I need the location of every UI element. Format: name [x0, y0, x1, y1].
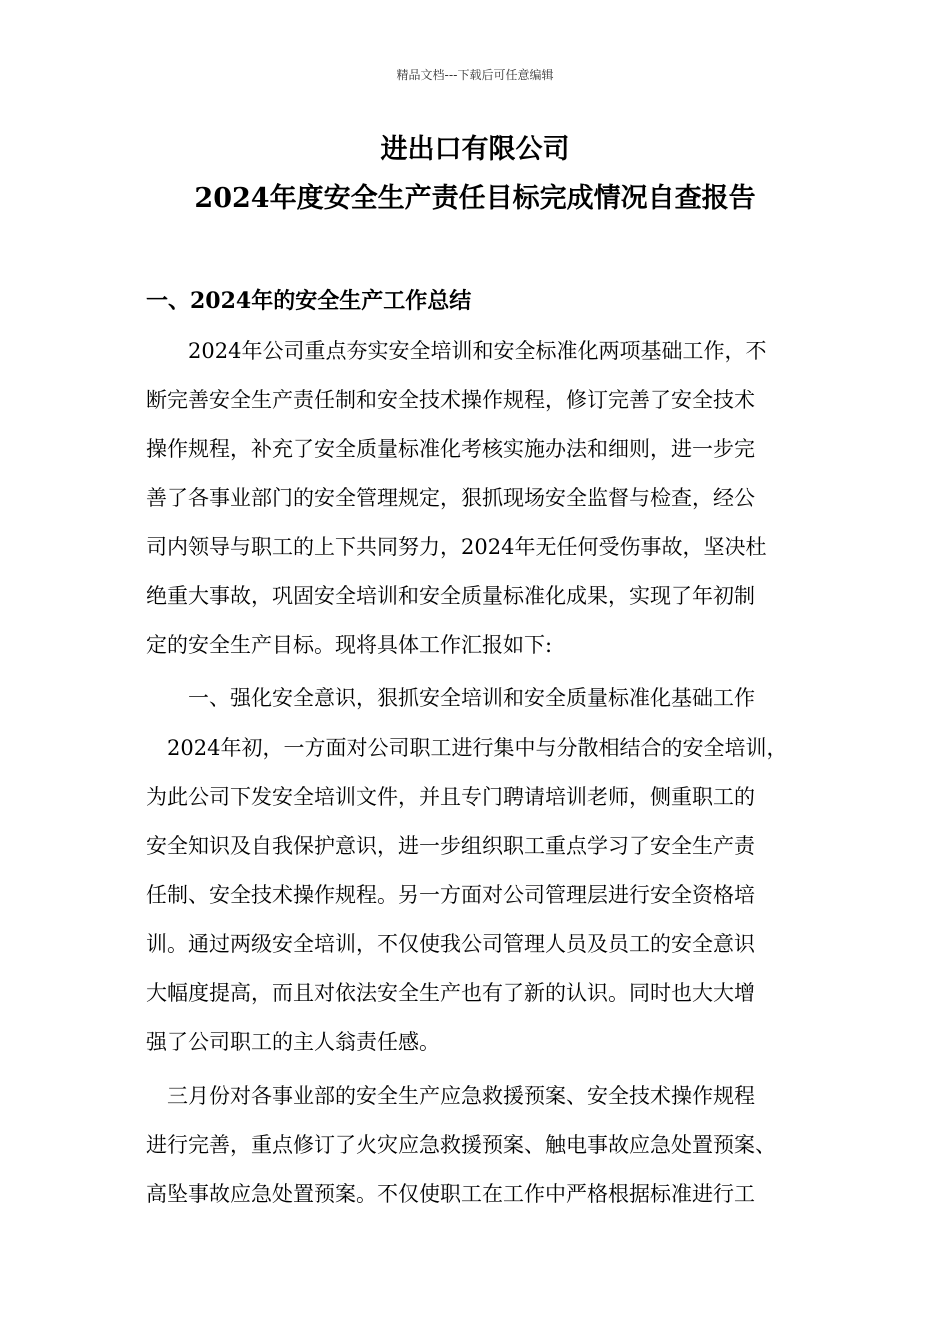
body-line: 任制、安全技术操作规程。另一方面对公司管理层进行安全资格培	[146, 883, 755, 907]
document-title-line2: 2024年度安全生产责任目标完成情况自查报告	[194, 183, 756, 214]
body-line: 为此公司下发安全培训文件，并且专门聘请培训老师，侧重职工的	[146, 785, 755, 809]
body-line: 善了各事业部门的安全管理规定，狠抓现场安全监督与检查，经公	[146, 486, 755, 510]
body-line: 大幅度提高，而且对依法安全生产也有了新的认识。同时也大大增	[146, 981, 755, 1005]
body-line: 操作规程，补充了安全质量标准化考核实施办法和细则，进一步完	[146, 437, 755, 461]
body-line: 司内领导与职工的上下共同努力，2024年无任何受伤事故，坚决杜	[146, 535, 767, 559]
subsection-heading: 一、强化安全意识，狠抓安全培训和安全质量标准化基础工作	[146, 686, 755, 710]
body-line: 三月份对各事业部的安全生产应急救援预案、安全技术操作规程	[146, 1084, 755, 1108]
body-line: 2024年初，一方面对公司职工进行集中与分散相结合的安全培训，	[146, 736, 788, 760]
body-line: 安全知识及自我保护意识，进一步组织职工重点学习了安全生产责	[146, 834, 755, 858]
body-line: 训。通过两级安全培训，不仅使我公司管理人员及员工的安全意识	[146, 932, 755, 956]
body-line: 断完善安全生产责任制和安全技术操作规程，修订完善了安全技术	[146, 388, 755, 412]
section-heading: 一、2024年的安全生产工作总结	[146, 288, 472, 314]
body-line: 高坠事故应急处置预案。不仅使职工在工作中严格根据标准进行工	[146, 1182, 755, 1206]
body-line: 定的安全生产目标。现将具体工作汇报如下:	[146, 633, 553, 657]
body-line: 绝重大事故，巩固安全培训和安全质量标准化成果，实现了年初制	[146, 584, 755, 608]
header-note: 精品文档---下载后可任意编辑	[396, 68, 554, 82]
body-line: 2024年公司重点夯实安全培训和安全标准化两项基础工作，不	[146, 339, 767, 363]
document-title-line1: 进出口有限公司	[380, 134, 570, 165]
body-line: 进行完善，重点修订了火灾应急救援预案、触电事故应急处置预案、	[146, 1133, 776, 1157]
body-line: 强了公司职工的主人翁责任感。	[146, 1030, 440, 1054]
